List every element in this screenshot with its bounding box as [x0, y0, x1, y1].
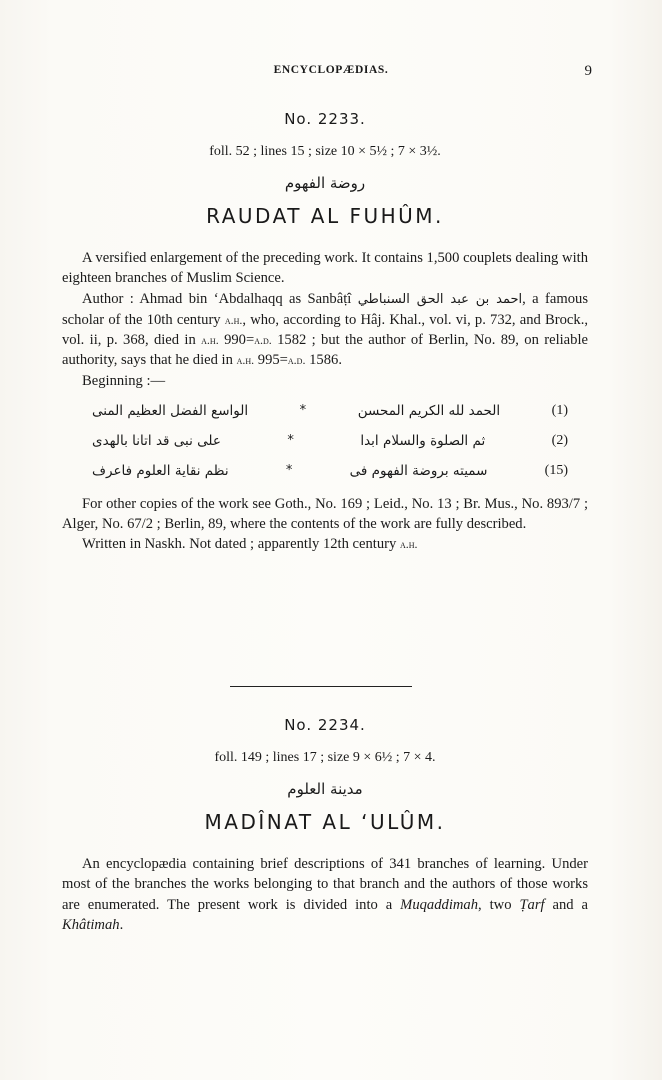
description-text: and a — [552, 896, 589, 913]
description-text: . — [119, 916, 124, 933]
verse-number: (2) — [551, 432, 568, 448]
verse-line — [62, 456, 588, 486]
verse-hemistich: الواسع الفضل العظيم المنى — [92, 402, 249, 419]
author-text: 1582 ; but the author of Berlin, No. 89, on reliable authority, says that he died in — [62, 332, 588, 369]
page-number: 9 — [584, 63, 592, 79]
verse-hemistich: سميته بروضة الفهوم فى — [349, 462, 488, 479]
verse-line — [62, 426, 588, 456]
arabic-title: مدينة العلوم — [287, 780, 363, 798]
beginning-label: Beginning :— — [82, 372, 166, 389]
star-separator-icon: * — [299, 403, 307, 419]
script-date-text: Written in Naskh. Not dated ; apparently 12th century — [82, 536, 397, 553]
term-italic: Muqaddimah — [400, 896, 479, 913]
entry-title: RAUDAT AL FUHÛM. — [206, 204, 444, 228]
author-text: 990= — [224, 332, 255, 349]
manuscript-specs: foll. 52 ; lines 15 ; size 10 × 5½ ; 7 × 3½. — [209, 144, 441, 159]
verse-number: (15) — [544, 462, 568, 478]
verse-number: (1) — [551, 402, 568, 418]
section-divider — [230, 686, 412, 687]
star-separator-icon: * — [285, 463, 293, 479]
verse-hemistich: ثم الصلوة والسلام ابدا — [360, 432, 486, 449]
era-abbrev: a.h. — [399, 537, 418, 552]
author-text: 995= — [257, 352, 288, 369]
catalogue-entry-2234 — [62, 716, 588, 935]
era-abbrev: a.h. — [201, 333, 219, 348]
author-text: , who, according to Hâj. Khal., vol. vi, p. 732, and Brock., vol. ii, p. 368, died in — [62, 311, 588, 349]
era-abbrev: a.d. — [254, 333, 272, 348]
catalogue-entry-2233 — [62, 110, 588, 555]
term-italic: Khâtimah — [62, 916, 120, 933]
verse-line — [62, 396, 588, 426]
arabic-title: روضة الفهوم — [284, 174, 366, 192]
description-paragraph — [62, 854, 588, 935]
author-paragraph — [62, 289, 588, 371]
script-date-paragraph — [62, 534, 588, 554]
era-abbrev: a.h. — [224, 312, 243, 327]
author-text: , a famous scholar of the 10th century — [62, 290, 589, 328]
description-text: An encyclopædia containing brief descriptions of 341 branches of learning. Under most of the branches the works belonging to that branch and the authors of those works are enumerated. The present work is divided into a — [62, 856, 588, 913]
author-text: 1586. — [309, 352, 342, 369]
era-abbrev: a.h. — [236, 353, 255, 368]
term-italic: Ṭarf — [519, 896, 545, 913]
verse-hemistich: على نبى قد اتانا بالهدى — [92, 432, 221, 449]
running-title: ENCYCLOPÆDIAS. — [273, 64, 389, 76]
description-text: , two — [478, 896, 512, 913]
verse-hemistich: نظم نقاية العلوم فاعرف — [92, 462, 229, 479]
entry-title: MADÎNAT AL ‘ULÛM. — [204, 810, 446, 834]
other-copies-paragraph: For other copies of the work see Goth., No. 169 ; Leid., No. 13 ; Br. Mus., No. 893/7 ; Alger, No. 67/2 ; Berlin, 89, where the contents of the work are fully described. — [62, 495, 588, 533]
author-arabic-name: احمد بن عبد الحق السنباطي — [357, 291, 523, 307]
star-separator-icon: * — [287, 433, 294, 449]
manuscript-specs: foll. 149 ; lines 17 ; size 9 × 6½ ; 7 × 4. — [214, 750, 436, 765]
author-text: Author : Ahmad bin ‘Abdalhaqq as Sanbâṭî — [82, 290, 352, 307]
entry-number: No. 2233. — [284, 110, 366, 128]
description-paragraph: A versified enlargement of the preceding work. It contains 1,500 couplets dealing with eighteen branches of Muslim Science. — [62, 250, 588, 287]
entry-number: No. 2234. — [284, 716, 366, 734]
era-abbrev: a.d. — [287, 353, 306, 368]
verse-hemistich: الحمد لله الكريم المحسن — [357, 402, 501, 419]
